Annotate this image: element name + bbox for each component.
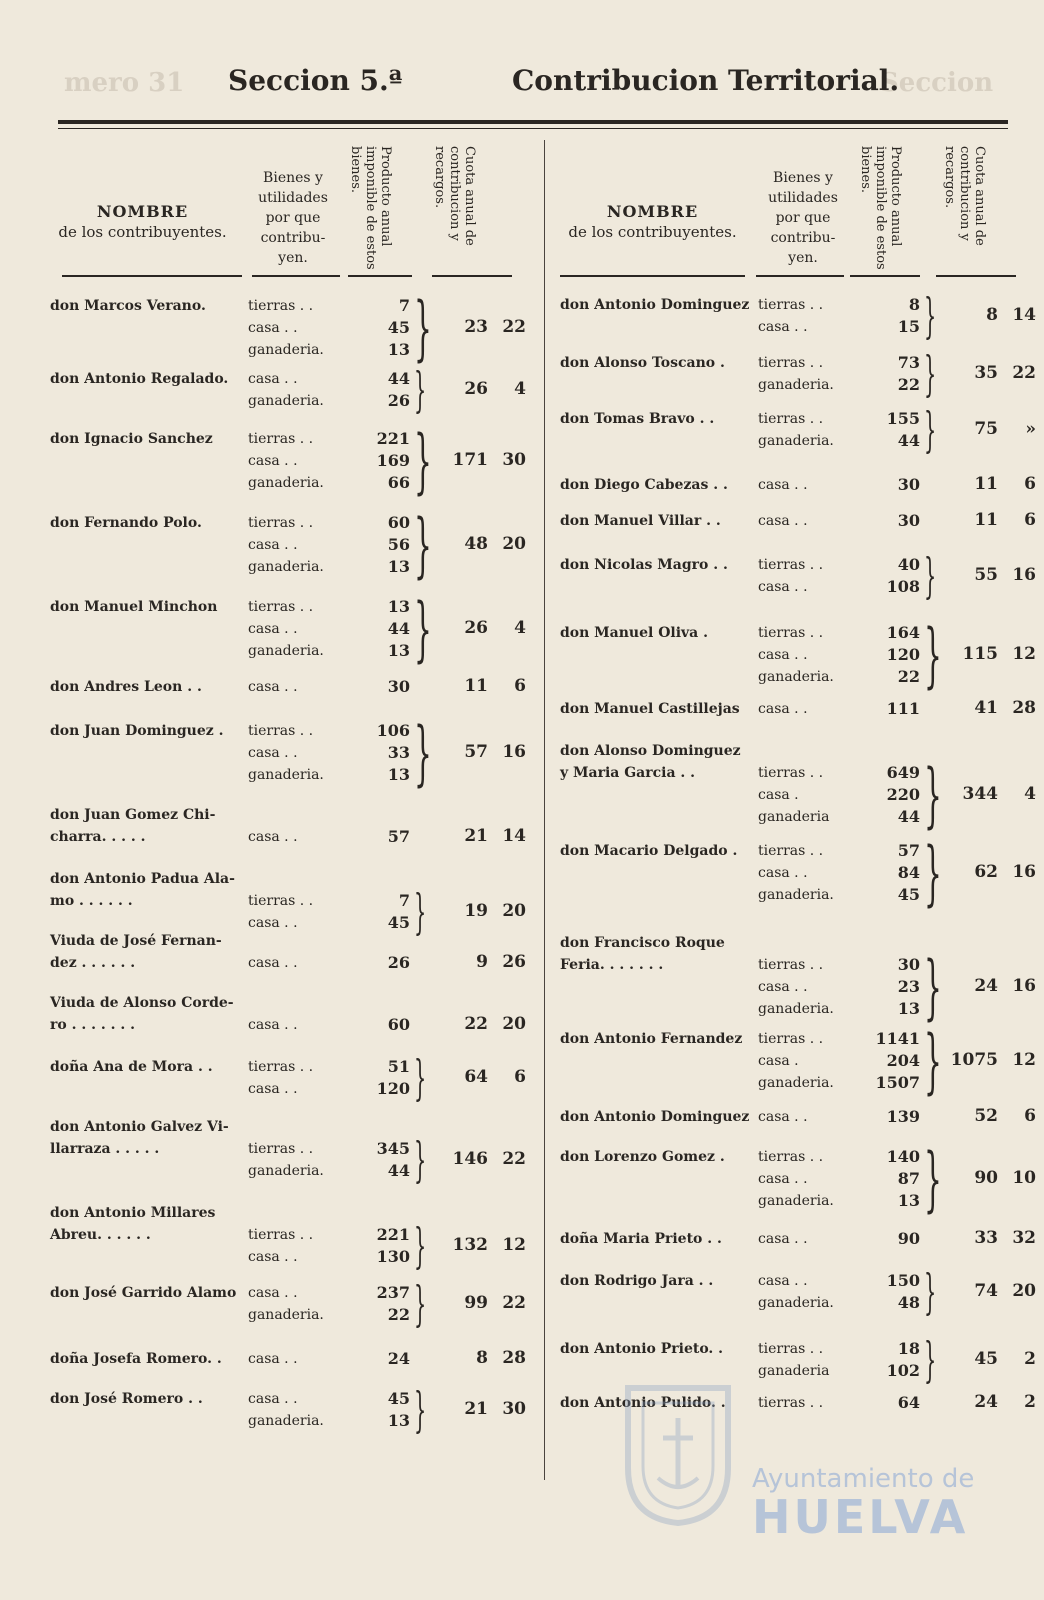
header-underline xyxy=(252,275,340,277)
quota-amount: 8 xyxy=(986,305,998,325)
product-values: 24 xyxy=(387,1349,410,1368)
property-types: tierras . . casa . ganaderia. xyxy=(758,1031,834,1091)
property-types: casa . . xyxy=(248,1017,298,1033)
quota-fraction: 6 xyxy=(514,676,526,696)
cuota-column-header: Cuota anual de contribucion y recargos. xyxy=(432,146,477,246)
contributor-name: don Antonio Regalado. xyxy=(50,371,229,387)
section-title: Seccion 5.ª xyxy=(228,64,403,97)
bienes-column-header: Bienes y utilidades por que contribu- yen. xyxy=(258,170,328,266)
quota-fraction: 6 xyxy=(1024,510,1036,530)
contributor-name: don Lorenzo Gomez . xyxy=(560,1149,725,1165)
product-values: 57 84 45 xyxy=(897,841,920,904)
product-values: 111 xyxy=(886,699,920,718)
product-values: 18 102 xyxy=(886,1339,920,1380)
quota-amount: 1075 xyxy=(950,1050,998,1070)
property-types: tierras . . casa . . ganaderia. xyxy=(758,1149,834,1209)
quota-fraction: 30 xyxy=(502,450,526,470)
contributor-name: don Alonso Toscano . xyxy=(560,355,725,371)
quota-amount: 26 xyxy=(464,379,488,399)
contributor-name: don Tomas Bravo . . xyxy=(560,411,715,427)
property-types: casa . . xyxy=(248,829,298,845)
product-values: 8 15 xyxy=(897,295,920,336)
page-header xyxy=(0,58,1044,108)
bienes-column-header: Bienes y utilidades por que contribu- yen. xyxy=(768,170,838,266)
name-column-header: NOMBRE de los contribuyentes. xyxy=(58,202,227,241)
quota-fraction: 26 xyxy=(502,952,526,972)
property-types: tierras . . casa . . ganaderia. xyxy=(248,431,324,491)
quota-amount: 11 xyxy=(464,676,488,696)
brace-mark: } xyxy=(924,754,942,836)
contributor-name: don José Romero . . xyxy=(50,1391,203,1407)
brace-mark: } xyxy=(924,614,942,696)
quota-fraction: 16 xyxy=(1012,565,1036,585)
contributor-name: don Antonio Fernandez xyxy=(560,1031,743,1047)
name-column-header: NOMBRE de los contribuyentes. xyxy=(568,202,737,241)
quota-amount: 35 xyxy=(974,363,998,383)
header-underline xyxy=(432,275,512,277)
quota-fraction: 22 xyxy=(502,1293,526,1313)
product-values: 60 xyxy=(387,1015,410,1034)
contributor-name: doña Josefa Romero. . xyxy=(50,1351,222,1367)
quota-fraction: 22 xyxy=(1012,363,1036,383)
quota-amount: 74 xyxy=(974,1281,998,1301)
left-table-header xyxy=(50,140,520,280)
quota-amount: 24 xyxy=(974,976,998,996)
product-values: 164 120 22 xyxy=(886,623,920,686)
product-values: 7 45 xyxy=(387,891,410,932)
column-divider xyxy=(544,140,545,1480)
quota-fraction: 16 xyxy=(1012,976,1036,996)
contributor-name: don Antonio Galvez Vi- llarraza . . . . . xyxy=(50,1119,229,1157)
product-values: 44 26 xyxy=(387,369,410,410)
quota-amount: 23 xyxy=(464,317,488,337)
quota-fraction: 22 xyxy=(502,1149,526,1169)
property-types: casa . . xyxy=(758,1231,808,1247)
quota-amount: 11 xyxy=(974,474,998,494)
product-values: 140 87 13 xyxy=(886,1147,920,1210)
brace-mark: } xyxy=(414,504,432,586)
quota-amount: 55 xyxy=(974,565,998,585)
contributor-name: don Manuel Minchon xyxy=(50,599,218,615)
contributor-name: don Rodrigo Jara . . xyxy=(560,1273,714,1289)
quota-amount: 11 xyxy=(974,510,998,530)
property-types: tierras . . casa . . xyxy=(758,297,824,335)
quota-amount: 33 xyxy=(974,1228,998,1248)
property-types: casa . . xyxy=(248,679,298,695)
brace-mark: } xyxy=(414,362,427,418)
brace-mark: } xyxy=(414,1382,427,1438)
property-types: casa . . ganaderia. xyxy=(248,1391,324,1429)
product-values: 73 22 xyxy=(897,353,920,394)
quota-fraction: 28 xyxy=(502,1348,526,1368)
header-underline xyxy=(850,275,920,277)
quota-amount: 90 xyxy=(974,1168,998,1188)
product-values: 7 45 13 xyxy=(387,296,410,359)
product-values: 30 xyxy=(897,475,920,494)
property-types: casa . . xyxy=(758,513,808,529)
contributor-name: don Manuel Villar . . xyxy=(560,513,721,529)
watermark-text: Ayuntamiento de HUELVA xyxy=(752,1464,975,1544)
property-types: casa . . ganaderia. xyxy=(248,371,324,409)
quota-amount: 171 xyxy=(452,450,488,470)
property-types: tierras . . casa . . xyxy=(248,893,314,931)
brace-mark: } xyxy=(414,588,432,670)
quota-fraction: 10 xyxy=(1012,1168,1036,1188)
product-values: 13 44 13 xyxy=(387,597,410,660)
right-table xyxy=(560,140,1036,1412)
left-table xyxy=(50,140,526,1438)
product-values: 64 xyxy=(897,1393,920,1412)
property-types: tierras . . casa . . xyxy=(758,557,824,595)
product-values: 30 xyxy=(387,677,410,696)
product-values: 30 23 13 xyxy=(897,955,920,1018)
quota-amount: 146 xyxy=(452,1149,488,1169)
quota-fraction: 20 xyxy=(502,534,526,554)
quota-fraction: 6 xyxy=(1024,1106,1036,1126)
quota-amount: 48 xyxy=(464,534,488,554)
contributor-name: don Antonio Dominguez xyxy=(560,297,750,313)
product-values: 221 130 xyxy=(376,1225,410,1266)
property-types: casa . . xyxy=(758,701,808,717)
product-values: 26 xyxy=(387,953,410,972)
property-types: tierras . . casa . . ganaderia. xyxy=(758,843,834,903)
brace-mark: } xyxy=(414,1218,427,1274)
contributor-name: don Alonso Dominguez y Maria Garcia . . xyxy=(560,743,741,781)
property-types: tierras . . casa . . xyxy=(248,1059,314,1097)
brace-mark: } xyxy=(414,884,427,940)
quota-amount: 57 xyxy=(464,742,488,762)
product-values: 221 169 66 xyxy=(376,429,410,492)
product-values: 30 xyxy=(897,511,920,530)
contributor-name: don Macario Delgado . xyxy=(560,843,738,859)
brace-mark: } xyxy=(414,287,432,369)
contributor-name: don Antonio Millares Abreu. . . . . . xyxy=(50,1205,216,1243)
property-types: tierras . . casa . . ganaderia. xyxy=(248,723,324,783)
contributor-name: don Manuel Castillejas xyxy=(560,701,740,717)
contributor-name: don José Garrido Alamo xyxy=(50,1285,237,1301)
contributor-name: don Antonio Prieto. . xyxy=(560,1341,724,1357)
quota-fraction: 20 xyxy=(502,1014,526,1034)
contributor-name: don Juan Gomez Chi- charra. . . . . xyxy=(50,807,216,845)
brace-mark: } xyxy=(924,1020,942,1102)
quota-fraction: 16 xyxy=(502,742,526,762)
city-crest-logo xyxy=(618,1378,738,1528)
quota-amount: 132 xyxy=(452,1235,488,1255)
quota-amount: 8 xyxy=(476,1348,488,1368)
property-types: tierras . . casa . . ganaderia. xyxy=(758,957,834,1017)
contributor-name: Viuda de Alonso Corde- ro . . . . . . . xyxy=(50,995,234,1033)
quota-fraction: 32 xyxy=(1012,1228,1036,1248)
quota-amount: 75 xyxy=(974,419,998,439)
contributor-name: don Juan Dominguez . xyxy=(50,723,224,739)
contributor-name: don Andres Leon . . xyxy=(50,679,202,695)
property-types: tierras . . casa . . xyxy=(248,1227,314,1265)
contributor-name: Viuda de José Fernan- dez . . . . . . xyxy=(50,933,222,971)
brace-mark: } xyxy=(414,1050,427,1106)
brace-mark: } xyxy=(414,420,432,502)
quota-amount: 21 xyxy=(464,1399,488,1419)
contributor-name: don Ignacio Sanchez xyxy=(50,431,213,447)
quota-amount: 26 xyxy=(464,618,488,638)
quota-amount: 62 xyxy=(974,862,998,882)
property-types: casa . . xyxy=(248,955,298,971)
producto-column-header: Producto anual imponible de estos bienes. xyxy=(348,146,393,270)
product-values: 155 44 xyxy=(886,409,920,450)
property-types: casa . . xyxy=(248,1351,298,1367)
contributor-name: don Marcos Verano. xyxy=(50,298,206,314)
product-values: 649 220 44 xyxy=(886,763,920,826)
property-types: tierras . . casa . . ganaderia. xyxy=(248,515,324,575)
quota-fraction: 14 xyxy=(1012,305,1036,325)
quota-fraction: 30 xyxy=(502,1399,526,1419)
contributor-name: don Francisco Roque Feria. . . . . . . xyxy=(560,935,725,973)
quota-amount: 99 xyxy=(464,1293,488,1313)
quota-amount: 41 xyxy=(974,698,998,718)
quota-fraction: 2 xyxy=(1024,1349,1036,1369)
quota-fraction: 4 xyxy=(514,618,526,638)
quota-amount: 115 xyxy=(962,644,998,664)
brace-mark: } xyxy=(924,548,937,604)
contributor-name: don Fernando Polo. xyxy=(50,515,202,531)
contributor-name: don Manuel Oliva . xyxy=(560,625,708,641)
quota-fraction: 20 xyxy=(502,901,526,921)
header-underline xyxy=(756,275,844,277)
header-underline xyxy=(62,275,242,277)
property-types: casa . . ganaderia. xyxy=(758,1273,834,1311)
quota-amount: 24 xyxy=(974,1392,998,1412)
quota-fraction: » xyxy=(1025,419,1036,439)
property-types: tierras . . casa . . ganaderia. xyxy=(248,599,324,659)
property-types: tierras . . casa . ganaderia xyxy=(758,765,830,825)
product-values: 237 22 xyxy=(376,1283,410,1324)
product-values: 57 xyxy=(387,827,410,846)
brace-mark: } xyxy=(414,1132,427,1188)
property-types: tierras . . xyxy=(758,1395,824,1411)
product-values: 345 44 xyxy=(376,1139,410,1180)
header-rule-thick xyxy=(58,120,1008,124)
brace-mark: } xyxy=(924,402,937,458)
quota-fraction: 4 xyxy=(1024,784,1036,804)
product-values: 1141 204 1507 xyxy=(875,1029,920,1092)
cuota-column-header: Cuota anual de contribucion y recargos. xyxy=(942,146,987,246)
quota-fraction: 6 xyxy=(514,1067,526,1087)
contributor-name: don Antonio Pulido. . xyxy=(560,1395,726,1411)
product-values: 60 56 13 xyxy=(387,513,410,576)
brace-mark: } xyxy=(924,1264,937,1320)
brace-mark: } xyxy=(924,288,937,344)
brace-mark: } xyxy=(924,1332,937,1388)
quota-amount: 344 xyxy=(962,784,998,804)
property-types: tierras . . ganaderia. xyxy=(248,1141,324,1179)
product-values: 51 120 xyxy=(376,1057,410,1098)
product-values: 150 48 xyxy=(886,1271,920,1312)
quota-amount: 22 xyxy=(464,1014,488,1034)
product-values: 40 108 xyxy=(886,555,920,596)
quota-fraction: 4 xyxy=(514,379,526,399)
contributor-name: don Antonio Dominguez xyxy=(560,1109,750,1125)
property-types: casa . . ganaderia. xyxy=(248,1285,324,1323)
quota-fraction: 12 xyxy=(502,1235,526,1255)
quota-fraction: 2 xyxy=(1024,1392,1036,1412)
brace-mark: } xyxy=(414,712,432,794)
quota-amount: 52 xyxy=(974,1106,998,1126)
quota-fraction: 22 xyxy=(502,317,526,337)
header-rule-thin xyxy=(58,128,1008,129)
header-underline xyxy=(936,275,1016,277)
contributor-name: doña Maria Prieto . . xyxy=(560,1231,722,1247)
product-values: 90 xyxy=(897,1229,920,1248)
property-types: tierras . . casa . . ganaderia. xyxy=(248,298,324,358)
brace-mark: } xyxy=(924,1138,942,1220)
quota-fraction: 20 xyxy=(1012,1281,1036,1301)
property-types: tierras . . ganaderia xyxy=(758,1341,830,1379)
quota-fraction: 12 xyxy=(1012,644,1036,664)
quota-amount: 21 xyxy=(464,826,488,846)
brace-mark: } xyxy=(414,1276,427,1332)
quota-fraction: 6 xyxy=(1024,474,1036,494)
bleed-through-left: mero 31 xyxy=(64,68,185,98)
brace-mark: } xyxy=(924,946,942,1028)
document-title: Contribucion Territorial. xyxy=(512,64,900,97)
property-types: tierras . . ganaderia. xyxy=(758,411,834,449)
quota-fraction: 12 xyxy=(1012,1050,1036,1070)
contributor-name: don Nicolas Magro . . xyxy=(560,557,728,573)
producto-column-header: Producto anual imponible de estos bienes. xyxy=(858,146,903,270)
contributor-name: doña Ana de Mora . . xyxy=(50,1059,213,1075)
header-underline xyxy=(560,275,745,277)
brace-mark: } xyxy=(924,346,937,402)
quota-amount: 64 xyxy=(464,1067,488,1087)
quota-fraction: 14 xyxy=(502,826,526,846)
contributor-name: don Diego Cabezas . . xyxy=(560,477,728,493)
product-values: 106 33 13 xyxy=(376,721,410,784)
product-values: 139 xyxy=(886,1107,920,1126)
contributor-name: don Antonio Padua Ala- mo . . . . . . xyxy=(50,871,235,909)
property-types: tierras . . ganaderia. xyxy=(758,355,834,393)
property-types: casa . . xyxy=(758,1109,808,1125)
quota-fraction: 16 xyxy=(1012,862,1036,882)
brace-mark: } xyxy=(924,832,942,914)
quota-amount: 9 xyxy=(476,952,488,972)
property-types: casa . . xyxy=(758,477,808,493)
quota-fraction: 28 xyxy=(1012,698,1036,718)
bleed-through-right: Seccion xyxy=(880,68,994,98)
quota-amount: 45 xyxy=(974,1349,998,1369)
property-types: tierras . . casa . . ganaderia. xyxy=(758,625,834,685)
quota-amount: 19 xyxy=(464,901,488,921)
right-table-header xyxy=(560,140,1030,280)
header-underline xyxy=(348,275,412,277)
product-values: 45 13 xyxy=(387,1389,410,1430)
